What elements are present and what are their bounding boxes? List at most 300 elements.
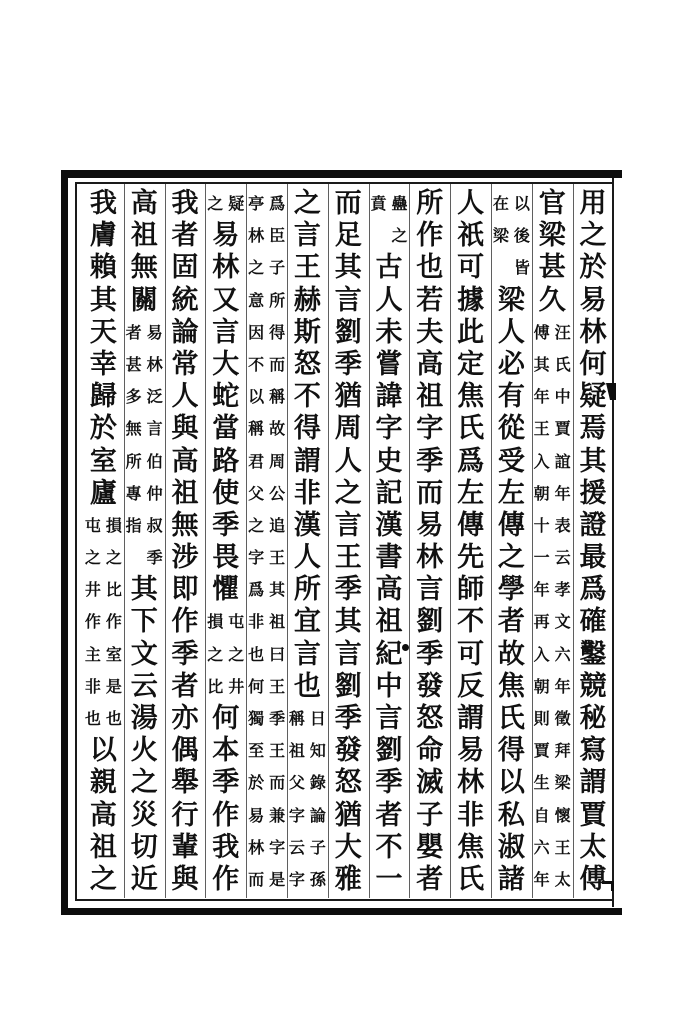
character: 不 [248,354,265,374]
character: 之 [228,644,245,664]
character: 謂 [457,703,485,734]
character: 祖 [89,831,117,863]
character: 若 [416,284,444,316]
main-text [83,735,123,896]
character: 文 [554,612,571,632]
character: 涉 [171,542,199,574]
character: 諸 [497,863,525,895]
character: 不 [457,606,485,638]
character: 年 [533,580,550,600]
character: 非 [84,676,101,696]
text-column-3 [491,188,531,896]
character: 室 [89,445,117,477]
character: 發 [416,670,444,702]
character: 記 [375,477,403,509]
character: 者 [125,322,142,342]
annotation-left-line [287,703,306,896]
character: 主 [84,644,101,664]
double-line-annotation [287,703,327,896]
annotation-left-line [491,188,510,252]
character: 人 [375,284,403,316]
annotation-right-line [512,188,531,285]
character: 焉 [579,413,607,445]
character: 至 [248,741,265,761]
character: 林 [457,767,485,799]
character: 人 [293,542,321,574]
character: 焦 [457,381,485,413]
character: 作 [171,606,199,638]
character: 據 [457,284,485,316]
character: 在 [492,194,509,213]
character: 其 [130,574,158,606]
character: 以 [89,735,117,767]
double-line-annotation [124,317,164,575]
character: 獨 [248,709,265,728]
character: 賈 [533,741,550,761]
character: 大 [212,348,240,380]
character: 謂 [293,445,321,477]
character: 年 [533,869,550,889]
character: 於 [89,413,117,445]
character: 王 [533,419,550,439]
main-text [206,220,246,606]
character: 季 [212,509,240,541]
text-column-8 [287,188,327,896]
character: 損 [105,515,122,535]
character: 梁 [492,226,509,246]
character: 必 [497,348,525,380]
character: 先 [457,542,485,574]
double-line-annotation [532,317,572,896]
character: 作 [212,799,240,831]
character: 於 [579,252,607,284]
character: 以 [248,387,265,407]
character: 命 [416,735,444,767]
text-column-12 [124,188,164,896]
main-text [369,252,409,896]
character: 林 [416,542,444,574]
character: 人 [334,445,362,477]
character: 高 [416,348,444,380]
character: 災 [130,799,158,831]
character: 論 [309,805,326,825]
main-text [451,188,491,896]
character: 公 [269,483,286,503]
character: 高 [171,445,199,477]
character: 得 [293,413,321,445]
text-column-4 [451,188,491,896]
character: 易 [248,805,265,825]
character: 其 [334,252,362,284]
character: 也 [416,252,444,284]
character: 中 [554,387,571,407]
character: 林 [146,354,163,374]
character: 稱 [248,419,265,439]
character: 也 [105,709,122,728]
character: 之 [248,515,265,535]
character: 非 [457,799,485,831]
character: 高 [375,574,403,606]
character: 叔 [146,515,163,535]
character: 得 [497,735,525,767]
character: 是 [269,869,286,889]
character: 疑 [228,194,245,213]
character: 劉 [334,316,362,348]
character: 我 [171,188,199,219]
character: 朝 [533,676,550,696]
character: 者 [171,670,199,702]
character: 稱 [269,387,286,407]
character: 賈 [554,419,571,439]
character: 不 [293,381,321,413]
character: 湯 [130,703,158,734]
character: 無 [125,419,142,439]
character: 作 [212,863,240,895]
character: 路 [212,445,240,477]
character: 我 [212,831,240,863]
character: 諱 [375,381,403,413]
character: 甚 [538,252,566,284]
character: 天 [89,316,117,348]
character: 火 [130,735,158,767]
character: 高 [89,799,117,831]
character: 賁 [370,194,387,213]
character: 無 [171,509,199,541]
character: 非 [293,477,321,509]
character: 漢 [375,509,403,541]
character: 王 [269,676,286,696]
text-column-11 [165,188,205,896]
character: 則 [533,709,550,728]
character: 也 [84,709,101,728]
double-line-annotation [83,510,123,735]
annotation-right-line [227,188,246,220]
character: 梁 [497,284,525,316]
character: 君 [248,451,265,471]
character: 蠱 [391,194,408,213]
character: 入 [533,451,550,471]
character: 可 [457,638,485,670]
character: 拜 [554,741,571,761]
main-text [287,188,327,703]
character: 甚 [125,354,142,374]
character: 此 [457,316,485,348]
character: 雅 [334,863,362,895]
double-line-annotation [369,188,409,252]
character: 子 [416,799,444,831]
character: 之 [497,542,525,574]
character: 梁 [554,773,571,793]
character: 親 [89,767,117,799]
character: 後 [513,226,530,246]
character: 易 [579,284,607,316]
character: 祇 [457,220,485,252]
character: 使 [212,477,240,509]
double-line-annotation [206,606,246,703]
character: 嘗 [375,348,403,380]
character: 入 [533,644,550,664]
character: 其 [533,354,550,374]
character: 易 [416,509,444,541]
character: 反 [457,670,485,702]
character: 何 [248,676,265,696]
character: 何 [212,703,240,734]
character: 之 [105,548,122,568]
character: 易 [146,322,163,342]
character: 亭 [248,194,265,213]
double-line-annotation [247,188,287,896]
character: 之 [130,767,158,799]
character: 蛇 [212,381,240,413]
character: 滅 [416,767,444,799]
character: 意 [248,290,265,310]
character: 孫 [309,869,326,889]
character: 亦 [171,703,199,734]
character: 祖 [416,381,444,413]
character: 季 [334,574,362,606]
character: 言 [375,703,403,734]
character: 高 [130,188,158,219]
character: 而 [248,869,265,889]
character: 再 [533,612,550,632]
character: 言 [212,316,240,348]
character: 生 [533,773,550,793]
character: 斯 [293,316,321,348]
character: 言 [293,638,321,670]
character: 本 [212,735,240,767]
character: 私 [497,799,525,831]
character: 祖 [375,606,403,638]
character: 者 [375,799,403,831]
character: 確 [579,606,607,638]
character: 氏 [457,413,485,445]
character: 爲 [579,574,607,606]
character: 疑 [579,381,607,413]
character: 父 [248,483,265,503]
character: 季 [375,767,403,799]
character: 徵 [554,709,571,728]
character: 廬 [89,477,117,509]
main-text [328,188,368,896]
character: 言 [293,220,321,252]
character: 是 [105,676,122,696]
annotation-left-line [206,606,225,703]
main-text [124,574,164,896]
character: 何 [579,348,607,380]
character: 從 [497,413,525,445]
character: 井 [228,676,245,696]
character: 汪 [554,322,571,342]
character: 比 [105,580,122,600]
character: 專 [125,483,142,503]
character: 而 [416,477,444,509]
character: 言 [334,638,362,670]
character: 而 [334,188,362,219]
character: 未 [375,316,403,348]
annotation-left-line [369,188,388,220]
character: 屯 [84,515,101,535]
character: 大 [334,831,362,863]
character: 王 [269,741,286,761]
text-column-1 [573,188,613,896]
character: 我 [89,188,117,219]
character: 猶 [334,381,362,413]
character: 行 [171,799,199,831]
text-column-6 [369,188,409,896]
character: 傳 [497,509,525,541]
character: 易 [212,220,240,252]
character: 也 [248,644,265,664]
character: 林 [248,837,265,857]
character: 其 [579,445,607,477]
character: 以 [497,767,525,799]
character: 切 [130,831,158,863]
character: 錄 [309,773,326,793]
character: 六 [533,837,550,857]
character: 之 [207,644,224,664]
character: 周 [269,451,286,471]
character: 損 [207,612,224,632]
character: 可 [457,252,485,284]
character: 左 [497,477,525,509]
annotation-left-line [206,188,225,220]
character: 稱 [288,709,305,728]
character: 爲 [457,445,485,477]
character: 言 [416,574,444,606]
character: 指 [125,515,142,535]
annotation-left-line [532,317,551,896]
character: 言 [146,419,163,439]
character: 王 [554,837,571,857]
character: 季 [212,767,240,799]
character: 舉 [171,767,199,799]
character: 孝 [554,580,571,600]
character: 其 [334,606,362,638]
character: 王 [269,548,286,568]
character: 多 [125,387,142,407]
character: 子 [269,258,286,278]
character: 怒 [416,703,444,734]
character: 學 [497,574,525,606]
annotation-right-line [390,188,409,252]
character: 年 [554,483,571,503]
character: 而 [269,773,286,793]
character: 於 [248,773,265,793]
character: 知 [309,741,326,761]
character: 其 [89,284,117,316]
character: 云 [554,548,571,568]
character: 父 [288,773,305,793]
character: 所 [416,188,444,219]
character: 氏 [554,354,571,374]
character: 曰 [269,644,286,664]
main-text [573,188,613,896]
character: 左 [457,477,485,509]
annotation-right-line [145,317,164,575]
character: 祖 [171,477,199,509]
annotation-right-line [308,703,327,896]
character: 謂 [579,767,607,799]
character: 祖 [130,220,158,252]
character: 偶 [171,735,199,767]
character: 云 [130,670,158,702]
character: 無 [130,252,158,284]
character: 氏 [497,703,525,734]
double-line-annotation [491,188,531,285]
character: 者 [497,606,525,638]
character: 劉 [375,735,403,767]
character: 日 [309,709,326,728]
main-text [206,703,246,896]
character: 統 [171,284,199,316]
character: 賈 [579,799,607,831]
character: 焦 [497,670,525,702]
character: 師 [457,574,485,606]
character: 鑿 [579,638,607,670]
character: 追 [269,515,286,535]
character: 證 [579,509,607,541]
main-text [124,188,164,317]
character: 季 [416,638,444,670]
text-column-9 [247,188,287,896]
character: 伯 [146,451,163,471]
character: 以 [513,194,530,213]
character: 中 [375,670,403,702]
character: 當 [212,413,240,445]
character: 季 [146,548,163,568]
character: 劉 [416,606,444,638]
character: 王 [293,252,321,284]
character: 一 [375,863,403,895]
character: 幸 [89,348,117,380]
character: 云 [288,837,305,857]
character: 近 [130,863,158,895]
character: 懼 [212,574,240,606]
character: 祖 [288,741,305,761]
character: 之 [391,226,408,246]
character: 誼 [554,451,571,471]
character: 作 [84,612,101,632]
main-text [165,188,205,896]
character: 臣 [269,226,286,246]
annotation-right-line [553,317,572,896]
character: 淑 [497,831,525,863]
character: 言 [334,509,362,541]
character: 者 [171,220,199,252]
main-text [491,285,531,897]
character: 爲 [248,580,265,600]
character: 易 [457,735,485,767]
character: 人 [171,381,199,413]
character: 猶 [334,799,362,831]
character: 寫 [579,735,607,767]
main-text [410,188,450,896]
character: 怒 [293,348,321,380]
character: 字 [248,548,265,568]
character: 人 [497,316,525,348]
character: 定 [457,348,485,380]
character: 與 [171,863,199,895]
character: 發 [334,735,362,767]
character: 作 [105,612,122,632]
character: 焦 [457,831,485,863]
character: 秘 [579,703,607,734]
character: 史 [375,445,403,477]
character: 文 [130,638,158,670]
annotation-right-line [268,188,287,896]
character: 故 [497,638,525,670]
character: 氏 [457,863,485,895]
